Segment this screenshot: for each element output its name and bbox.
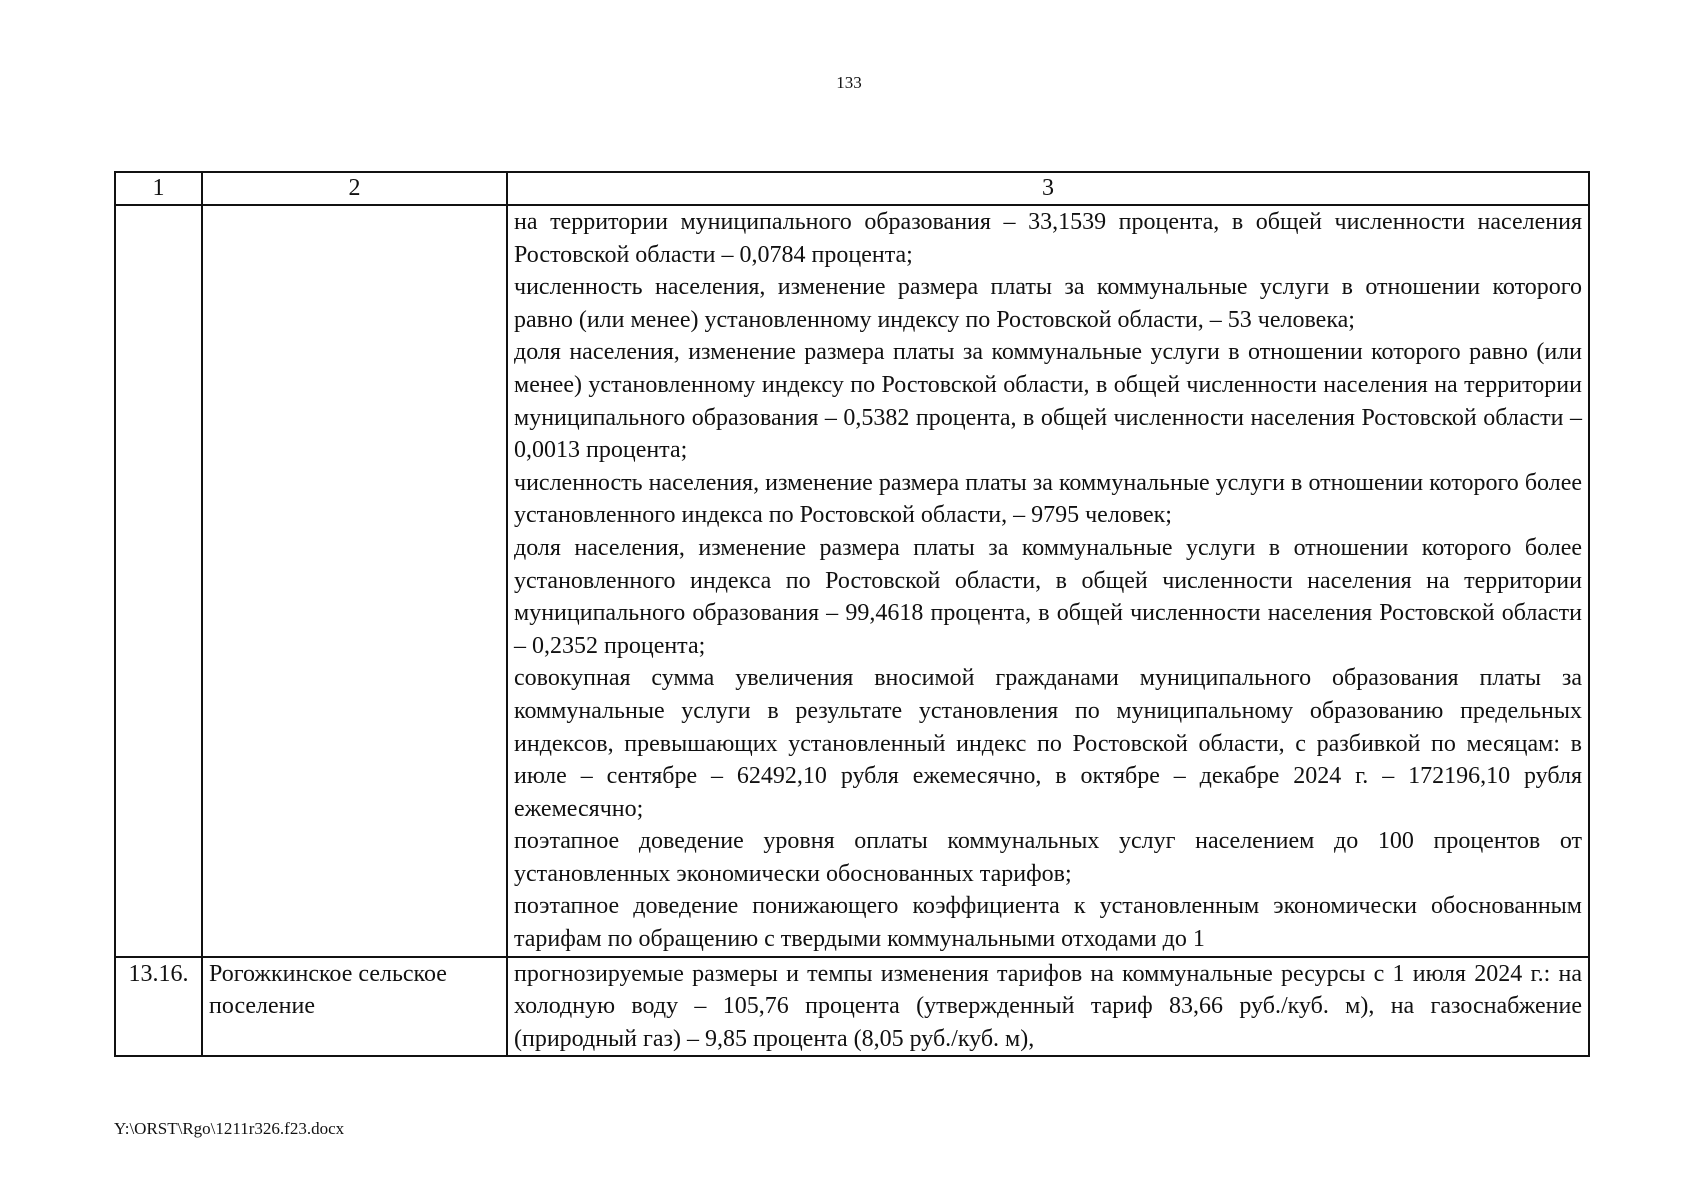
paragraph-payment-level-100-percent: поэтапное доведение уровня оплаты коммунальных услуг населением до 100 процентов от установленных экономически обоснованных тарифов; xyxy=(514,828,1582,887)
footer-file-path: Y:\ORST\Rgo\1211r326.f23.docx xyxy=(114,1119,345,1138)
paragraph-total-payment-increase: совокупная сумма увеличения вносимой гражданами муниципального образования платы за коммунальные услуги в результате установления по муниципальному образованию предельных индексов, превышающих установленный индекс по Ростовской области, с разбивкой по месяцам: в июле – сентябре – 62492,10 рубля ежемесячно, в октябре – декабре 2024 г. – 172196,10 рубля ежемесячно; xyxy=(514,665,1582,822)
page-number: 133 xyxy=(836,73,862,92)
header-cell-2: 2 xyxy=(202,172,507,205)
paragraph-tariff-forecast: прогнозируемые размеры и темпы изменения тарифов на коммунальные ресурсы с 1 июля 2024 г.: на холодную воду – 105,76 процента (утвержденный тариф 83,66 руб./куб. м), на газоснабжение (природный газ) – 9,85 процента (8,05 руб./куб. м), xyxy=(514,960,1582,1052)
row-text-cell-13-16 xyxy=(507,957,1589,1057)
table-row-continued xyxy=(115,205,1589,957)
header-cell-3: 3 xyxy=(507,172,1589,205)
document-table xyxy=(114,171,1590,1057)
table-row-13-16 xyxy=(115,957,1589,1057)
row-name-cell-13-16 xyxy=(202,957,507,1057)
row-number-13-16: 13.16. xyxy=(115,957,202,1057)
paragraph-population-above-index-share: доля населения, изменение размера платы за коммунальные услуги в отношении которого более установленного индекса по Ростовской области, в общей численности населения на территории муниципального образования – 99,4618 процента, в общей численности населения Ростовской области – 0,2352 процента; xyxy=(514,534,1582,659)
header-cell-1: 1 xyxy=(115,172,202,205)
paragraph-population-equal-index-share: доля населения, изменение размера платы за коммунальные услуги в отношении которого равно (или менее) установленному индексу по Ростовской области, в общей численности населения на территории муниципального образования – 0,5382 процента, в общей численности населения Ростовской области – 0,0013 процента; xyxy=(514,339,1582,464)
paragraph-population-share-remainder: на территории муниципального образования – 33,1539 процента, в общей численности населения Ростовской области – 0,0784 процента; xyxy=(514,209,1582,268)
settlement-name: Рогожкинское сельское поселение xyxy=(209,960,447,1020)
continued-row-number-cell xyxy=(115,205,202,957)
table-header-row xyxy=(115,172,1589,205)
paragraph-population-equal-index-count: численность населения, изменение размера платы за коммунальные услуги в отношении которого равно (или менее) установленному индексу по Ростовской области, – 53 человека; xyxy=(514,274,1582,333)
paragraph-reduction-coefficient: поэтапное доведение понижающего коэффициента к установленным экономически обоснованным тарифам по обращению с твердыми коммунальными отходами до 1 xyxy=(514,893,1582,953)
paragraph-population-above-index-count: численность населения, изменение размера платы за коммунальные услуги в отношении которого более установленного индекса по Ростовской области, – 9795 человек; xyxy=(514,469,1582,529)
continued-row-text-cell xyxy=(507,205,1589,957)
continued-row-name-cell xyxy=(202,205,507,957)
